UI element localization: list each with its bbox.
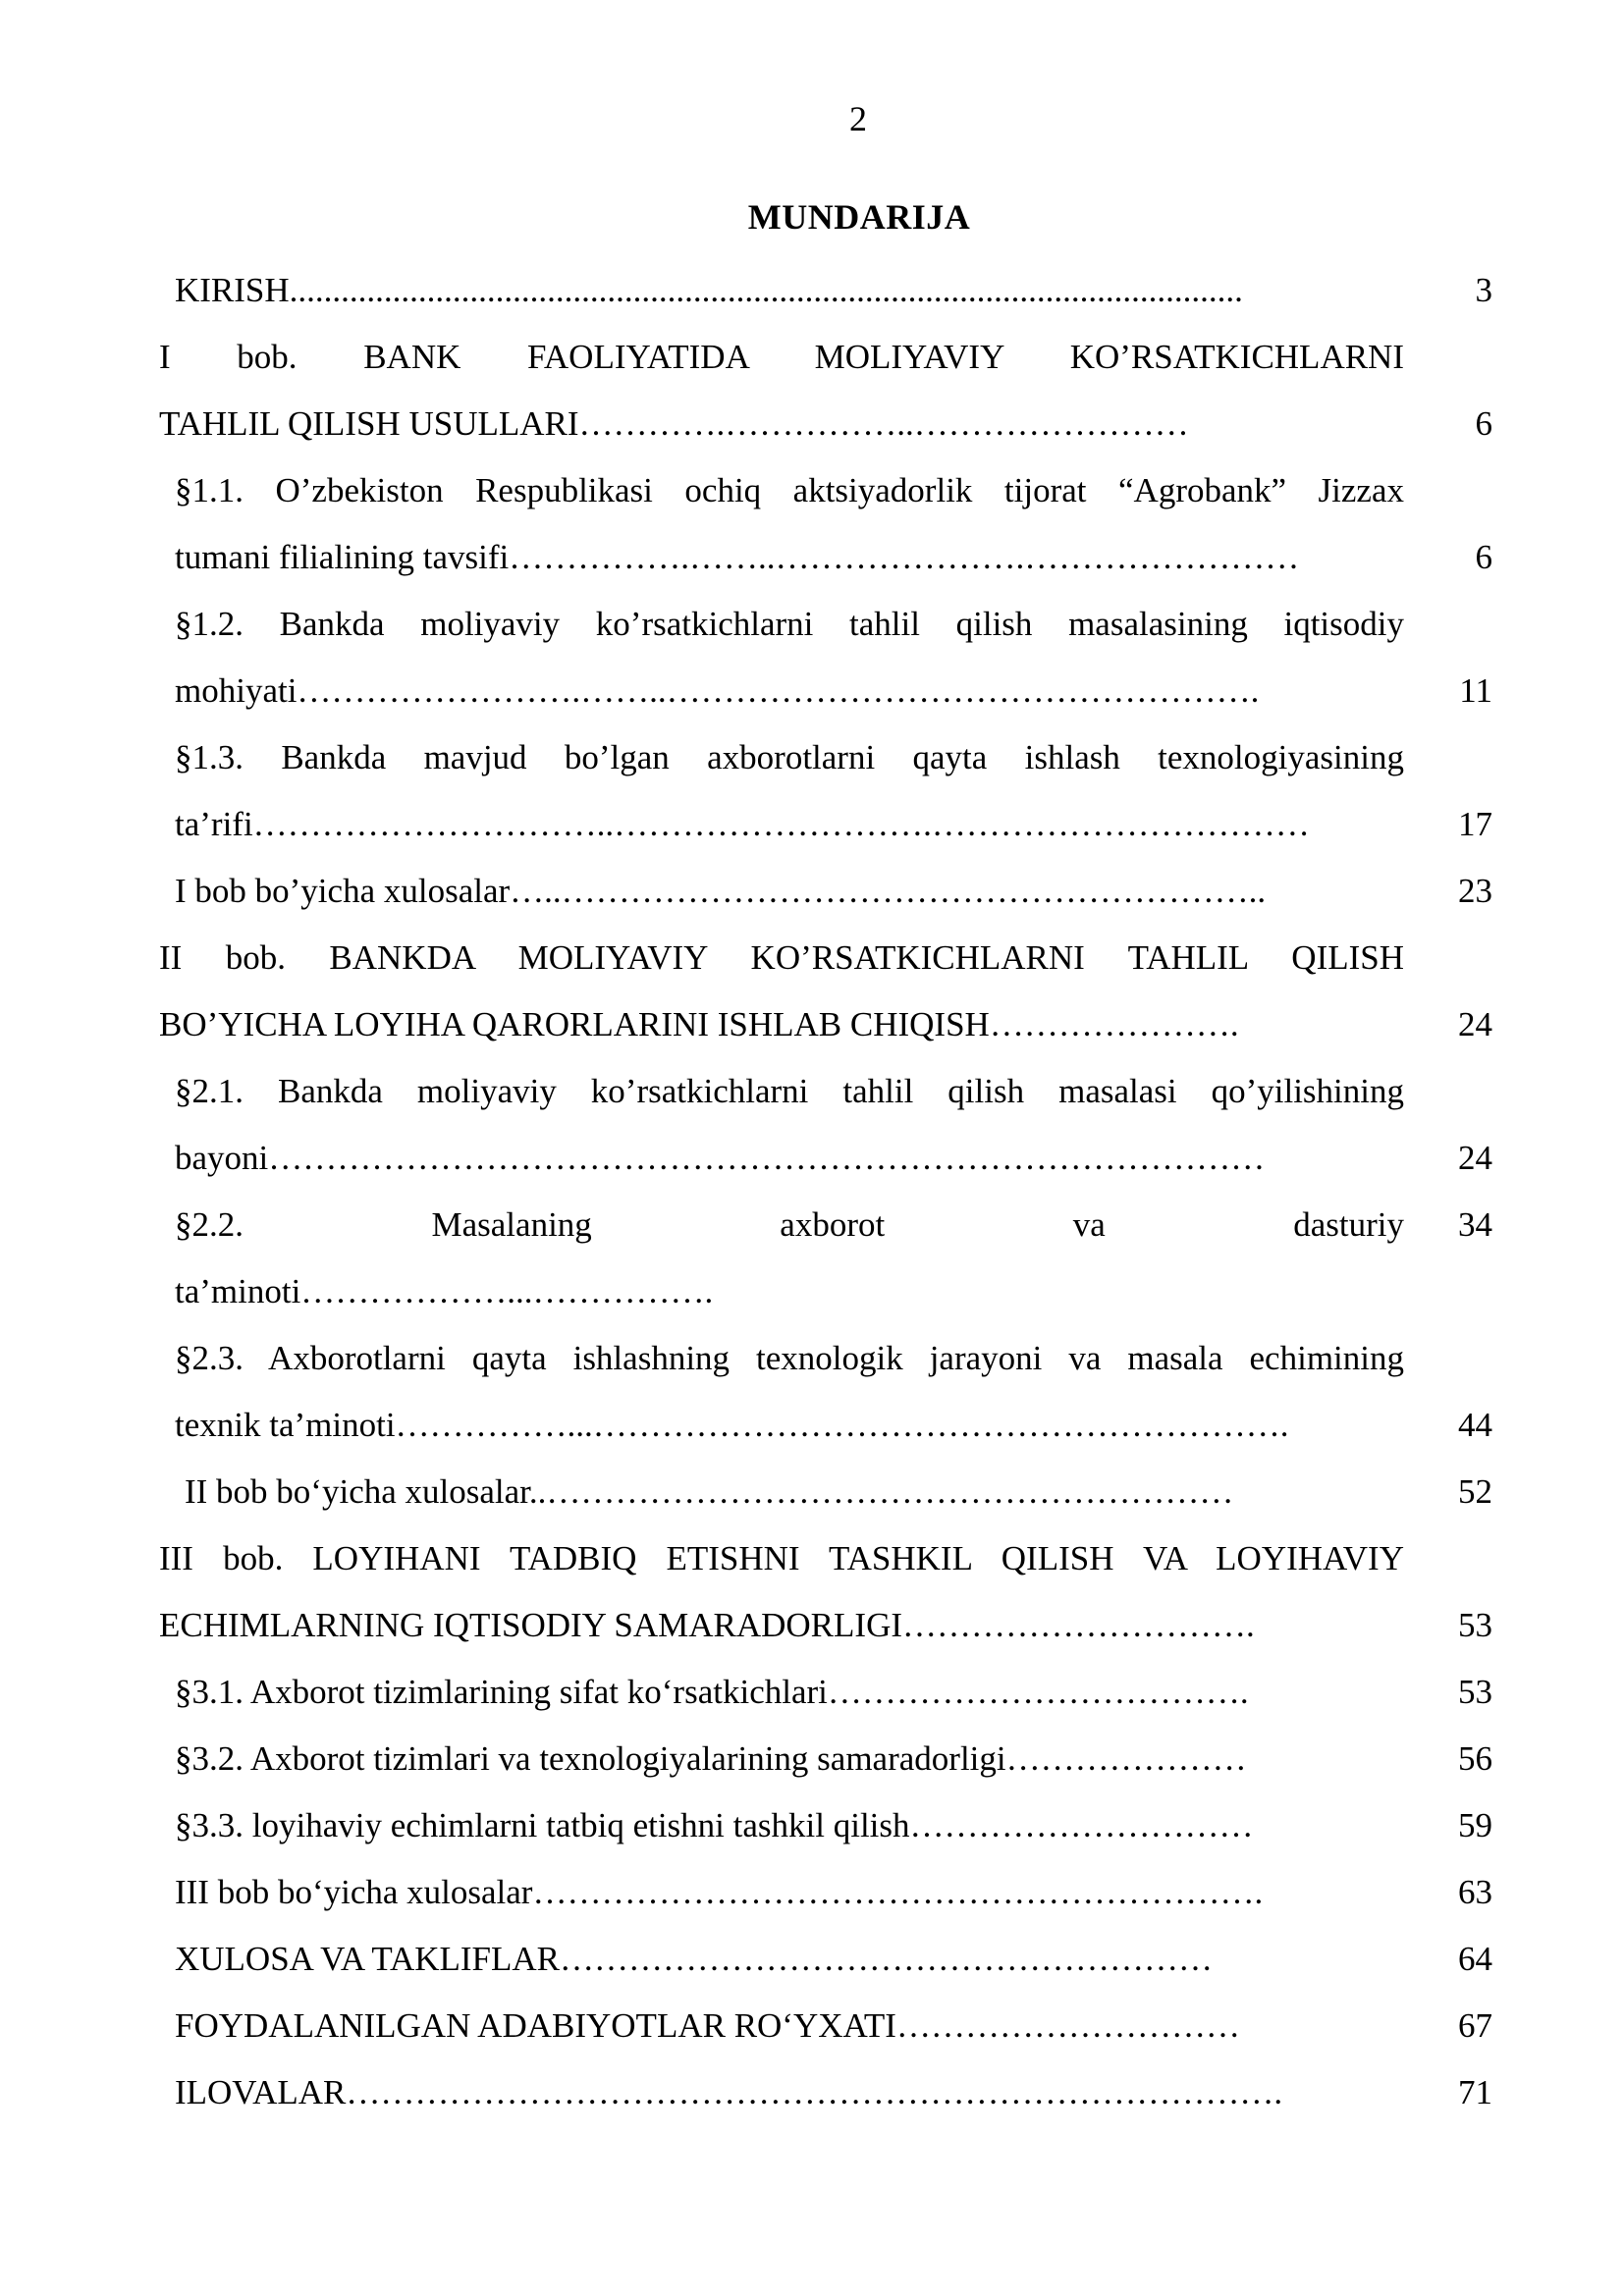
toc-entry-text: §2.1. Bankda moliyaviy ko’rsatkichlarni tahlil qilish masalasi qo’yilishining	[175, 1072, 1404, 1110]
toc-entry-chapter-2-cont[interactable]	[0, 991, 1624, 1058]
toc-entry-text: texnik ta’minoti……………...…………………………………………………….	[175, 1406, 1289, 1444]
page-number: 2	[849, 99, 867, 138]
toc-entry-page: 67	[1458, 2006, 1492, 2045]
toc-entry-page: 64	[1458, 1940, 1492, 1978]
toc-entry-chapter-2[interactable]	[0, 925, 1624, 991]
toc-entry-page: 3	[1475, 271, 1492, 309]
toc-entry-section-2-2-cont[interactable]	[0, 1258, 1624, 1325]
toc-entry-page: 59	[1458, 1806, 1492, 1844]
toc-entry-text: §3.3. loyihaviy echimlarni tatbiq etishni tashkil qilish…………………………	[175, 1806, 1254, 1844]
toc-entry-page: 63	[1458, 1873, 1492, 1911]
toc-entry-section-3-1[interactable]	[0, 1659, 1624, 1726]
toc-entry-text: mohiyati…………………….……..…………………………………………….	[175, 671, 1260, 710]
toc-entry-section-1-3[interactable]	[0, 724, 1624, 791]
toc-entry-section-1-2-cont[interactable]	[0, 658, 1624, 724]
toc-entry-references[interactable]	[0, 1993, 1624, 2059]
toc-entry-text: III bob. LOYIHANI TADBIQ ETISHNI TASHKIL QILISH VA LOYIHAVIY	[159, 1539, 1404, 1577]
toc-entry-text: §1.2. Bankda moliyaviy ko’rsatkichlarni tahlil qilish masalasining iqtisodiy	[175, 605, 1404, 643]
toc-entry-page: 6	[1475, 404, 1492, 443]
toc-entry-page: 24	[1458, 1139, 1492, 1177]
toc-entry-page: 34	[1458, 1205, 1492, 1244]
toc-entry-text: TAHLIL QILISH USULLARI………….……………..……………………	[159, 404, 1189, 443]
toc-entry-page: 44	[1458, 1406, 1492, 1444]
toc-entry-page: 11	[1459, 671, 1492, 710]
toc-entry-text: I bob. BANK FAOLIYATIDA MOLIYAVIY KO’RSATKICHLARNI	[159, 338, 1404, 376]
toc-entry-page: 52	[1458, 1472, 1492, 1511]
toc-entry-section-2-2[interactable]	[0, 1192, 1624, 1258]
toc-entry-conclusions[interactable]	[0, 1926, 1624, 1993]
toc-entry-appendices[interactable]	[0, 2059, 1624, 2126]
toc-entry-text: II bob bo‘yicha xulosalar..……………………………………………………	[185, 1472, 1234, 1511]
toc-entry-text: §2.2. Masalaning axborot va dasturiy	[175, 1205, 1404, 1244]
toc-title: MUNDARIJA	[747, 197, 971, 237]
toc-entry-text: XULOSA VA TAKLIFLAR…………………………………………………	[175, 1940, 1213, 1978]
toc-entry-text: §2.3. Axborotlarni qayta ishlashning texnologik jarayoni va masala echimining	[175, 1339, 1404, 1377]
toc-entry-chapter-3-cont[interactable]	[0, 1592, 1624, 1659]
toc-entry-text: ta’minoti………………...…………….	[175, 1272, 714, 1310]
toc-entry-page: 53	[1458, 1606, 1492, 1644]
toc-entry-text: tumani filialining tavsifi…………….……..………………….……………………	[175, 538, 1300, 576]
toc-entry-text: FOYDALANILGAN ADABIYOTLAR RO‘YXATI…………………………	[175, 2006, 1240, 2045]
toc-entry-chapter-3-conclusions[interactable]	[0, 1859, 1624, 1926]
toc-entry-text: BO’YICHA LOYIHA QARORLARINI ISHLAB CHIQISH………………….	[159, 1005, 1239, 1043]
toc-entry-text: §1.1. O’zbekiston Respublikasi ochiq aktsiyadorlik tijorat “Agrobank” Jizzax	[175, 471, 1404, 509]
toc-entry-kirish[interactable]	[0, 257, 1624, 324]
toc-entry-section-3-3[interactable]	[0, 1792, 1624, 1859]
toc-entry-page: 17	[1458, 805, 1492, 843]
toc-entry-section-2-1-cont[interactable]	[0, 1125, 1624, 1192]
toc-entry-text: §3.1. Axborot tizimlarining sifat ko‘rsatkichlari……………………………….	[175, 1673, 1249, 1711]
toc-entry-section-1-1[interactable]	[0, 457, 1624, 524]
toc-entry-chapter-3[interactable]	[0, 1525, 1624, 1592]
toc-entry-section-2-3-cont[interactable]	[0, 1392, 1624, 1459]
toc-entry-section-1-1-cont[interactable]	[0, 524, 1624, 591]
toc-entry-page: 24	[1458, 1005, 1492, 1043]
toc-entry-page: 56	[1458, 1739, 1492, 1778]
toc-entry-page: 71	[1458, 2073, 1492, 2111]
toc-entry-chapter-1[interactable]	[0, 324, 1624, 391]
toc-entry-page: 53	[1458, 1673, 1492, 1711]
toc-entry-chapter-2-conclusions[interactable]	[0, 1459, 1624, 1525]
toc-entry-text: III bob bo‘yicha xulosalar……………………………………………………….	[175, 1873, 1264, 1911]
table-of-contents	[0, 257, 1624, 2126]
toc-entry-section-1-3-cont[interactable]	[0, 791, 1624, 858]
toc-entry-text: §1.3. Bankda mavjud bo’lgan axborotlarni qayta ishlash texnologiyasining	[175, 738, 1404, 776]
toc-entry-text: ECHIMLARNING IQTISODIY SAMARADORLIGI………………………….	[159, 1606, 1255, 1644]
toc-entry-text: bayoni……………………………………………………………………………	[175, 1139, 1266, 1177]
toc-entry-text: II bob. BANKDA MOLIYAVIY KO’RSATKICHLARNI TAHLIL QILISH	[159, 938, 1404, 977]
toc-entry-page: 6	[1475, 538, 1492, 576]
toc-entry-text: ILOVALAR……………………………………………………………………….	[175, 2073, 1283, 2111]
toc-entry-section-2-3[interactable]	[0, 1325, 1624, 1392]
toc-entry-section-1-2[interactable]	[0, 591, 1624, 658]
toc-entry-section-3-2[interactable]	[0, 1726, 1624, 1792]
toc-entry-text: KIRISH...............................................................................................................	[175, 271, 1243, 309]
toc-entry-chapter-1-conclusions[interactable]	[0, 858, 1624, 925]
toc-entry-page: 23	[1458, 872, 1492, 910]
toc-entry-section-2-1[interactable]	[0, 1058, 1624, 1125]
toc-entry-text: ta’rifi…………………………..……………………….……………………………	[175, 805, 1310, 843]
toc-entry-text: §3.2. Axborot tizimlari va texnologiyalarining samaradorligi…………………	[175, 1739, 1247, 1778]
toc-entry-chapter-1-cont[interactable]	[0, 391, 1624, 457]
toc-entry-text: I bob bo’yicha xulosalar…..……………………………………………………..	[175, 872, 1267, 910]
